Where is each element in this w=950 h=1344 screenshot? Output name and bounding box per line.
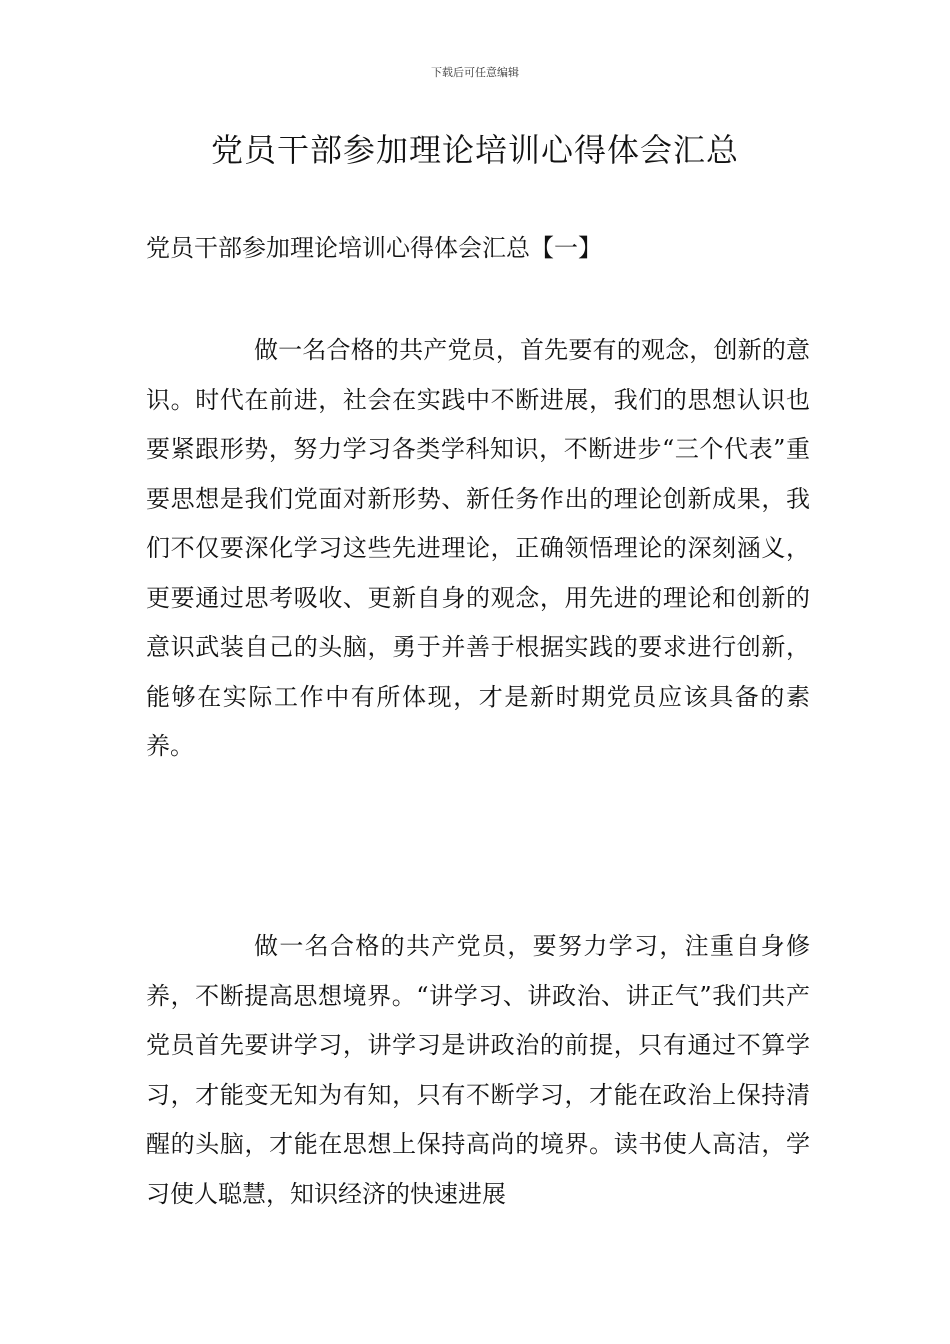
page-header-note: 下载后可任意编辑	[431, 66, 519, 79]
document-title: 党员干部参加理论培训心得体会汇总	[210, 131, 739, 169]
body-paragraph-2: 做一名合格的共产党员，要努力学习，注重自身修养，不断提高思想境界。“讲学习、讲政治、讲正气”我们共产党员首先要讲学习，讲学习是讲政治的前提，只有通过不算学习，才能变无知为有知，只有不断学习，才能在政治上保持清醒的头脑，才能在思想上保持高尚的境界。读书使人高洁，学习使人聪慧，知识经济的快速进展	[146, 932, 810, 1208]
body-paragraph-1: 做一名合格的共产党员，首先要有的观念，创新的意识。时代在前进，社会在实践中不断进展，我们的思想认识也要紧跟形势，努力学习各类学科知识，不断进步“三个代表”重要思想是我们党面对新形势、新任务作出的理论创新成果，我们不仅要深化学习这些先进理论，正确领悟理论的深刻涵义，更要通过思考吸收、更新自身的观念，用先进的理论和创新的意识武装自己的头脑，勇于并善于根据实践的要求进行创新，能够在实际工作中有所体现，才是新时期党员应该具备的素养。	[146, 336, 810, 760]
section-heading: 党员干部参加理论培训心得体会汇总【一】	[146, 234, 602, 262]
